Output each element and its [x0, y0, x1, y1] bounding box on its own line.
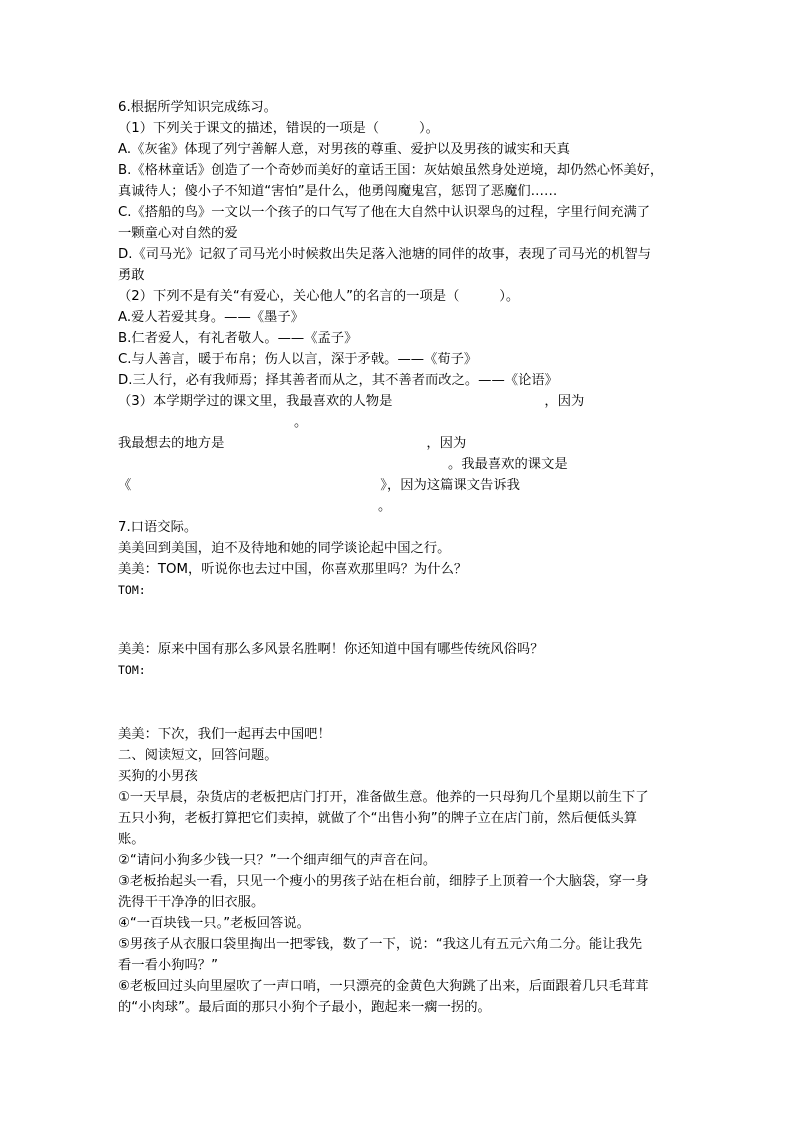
q6-part1-stem: （1）下列关于课文的描述，错误的一项是（ ）。 — [118, 121, 439, 136]
q6-part3-favorite-text-prompt: 。我最喜欢的课文是 — [448, 457, 568, 472]
q6-part3-favorite-character-prompt: （3）本学期学过的课文里，我最喜欢的人物是 — [118, 394, 393, 409]
q6-part1-option-b-line1: B.《格林童话》创造了一个奇妙而美好的童话王国：灰姑娘虽然身处逆境，却仍然心怀美好， — [118, 163, 664, 178]
paragraph-5-line1: ⑤男孩子从衣服口袋里掏出一把零钱，数了一下，说：“我这儿有五元六角二分。能让我先 — [118, 937, 643, 952]
paragraph-1-line3: 账。 — [118, 832, 145, 847]
q6-part2-option-c: C.与人善言，暖于布帛；伤人以言，深于矛戟。——《荀子》 — [118, 352, 478, 367]
q6-part1-option-a: A.《灰雀》体现了列宁善解人意，对男孩的尊重、爱护以及男孩的诚实和天真 — [118, 142, 570, 157]
paragraph-3-line2: 洗得干干净净的旧衣服。 — [118, 895, 265, 910]
q6-part3-favorite-place-prompt: 我最想去的地方是 — [118, 436, 225, 451]
q6-part1-option-b-line2: 真诚待人；傻小子不知道“害怕”是什么，他勇闯魔鬼宫，惩罚了恶魔们…… — [118, 184, 558, 199]
q6-part2-option-d: D.三人行，必有我师焉；择其善者而从之，其不善者而改之。——《论语》 — [118, 373, 558, 388]
q7-tom-line2: TOM: — [118, 663, 146, 677]
q7-tom-line1: TOM: — [118, 583, 146, 597]
paragraph-1-line2: 五只小狗，老板打算把它们卖掉，就做了个“出售小狗”的牌子立在店门前，然后便低头算 — [118, 811, 638, 826]
q6-part3-line2: 。 — [294, 415, 308, 430]
paragraph-6-line2: 的“小肉球”。最后面的那只小狗个子最小，跑起来一瘸一拐的。 — [118, 1000, 491, 1015]
section2-heading: 二、阅读短文，回答问题。 — [118, 748, 278, 763]
q6-part1-option-c-line2: 一颗童心对自然的爱 — [118, 226, 238, 241]
q6-part3-line1 — [118, 392, 584, 412]
q6-part3-text-lesson-prompt: 》，因为这篇课文告诉我 — [380, 478, 520, 493]
q6-part2-option-b: B.仁者爱人，有礼者敬人。——《孟子》 — [118, 331, 358, 346]
q6-part1-option-d-line2: 勇敢 — [118, 268, 145, 283]
paragraph-2: ②“请问小狗多少钱一只？”一个细声细气的声音在问。 — [118, 853, 437, 868]
paragraph-4: ④“一百块钱一只。”老板回答说。 — [118, 916, 310, 931]
q6-part3-title-open-bracket: 《 — [118, 478, 132, 493]
q7-meimei-line1: 美美：TOM，听说你也去过中国，你喜欢那里吗？为什么？ — [118, 562, 468, 577]
q7-meimei-line3: 美美：下次，我们一起再去中国吧！ — [118, 727, 331, 742]
paragraph-3-line1: ③老板抬起头一看，只见一个瘦小的男孩子站在柜台前，细脖子上顶着一个大脑袋，穿一身 — [118, 874, 649, 889]
q7-meimei-line2: 美美：原来中国有那么多风景名胜啊！你还知道中国有哪些传统风俗吗？ — [118, 642, 544, 657]
q6-part3-line5 — [118, 476, 520, 496]
q6-part3-line6: 。 — [378, 499, 392, 514]
q6-part1-option-d-line1: D.《司马光》记叙了司马光小时候救出失足落入池塘的同伴的故事，表现了司马光的机智与 — [118, 247, 652, 262]
story-title: 买狗的小男孩 — [118, 769, 198, 784]
q7-title: 7.口语交际。 — [118, 520, 198, 535]
q6-title: 6.根据所学知识完成练习。 — [118, 100, 277, 115]
paragraph-5-line2: 看一看小狗吗？” — [118, 958, 218, 973]
q6-part3-because-1: ，因为 — [544, 394, 585, 409]
q6-part3-line3 — [118, 434, 466, 454]
q6-part3-because-2: ，因为 — [426, 436, 467, 451]
q6-part2-stem: （2）下列不是有关“有爱心，关心他人”的名言的一项是（ ）。 — [118, 289, 520, 304]
q6-part1-option-c-line1: C.《搭船的鸟》一文以一个孩子的口气写了他在大自然中认识翠鸟的过程，字里行间充满了 — [118, 205, 651, 220]
q6-part2-option-a: A.爱人若爱其身。——《墨子》 — [118, 310, 304, 325]
paragraph-6-line1: ⑥老板回过头向里屋吹了一声口哨，一只漂亮的金黄色大狗跳了出来，后面跟着几只毛茸茸 — [118, 979, 649, 994]
paragraph-1-line1: ①一天早晨，杂货店的老板把店门打开，准备做生意。他养的一只母狗几个星期以前生下了 — [118, 790, 649, 805]
q7-intro: 美美回到美国，迫不及待地和她的同学谈论起中国之行。 — [118, 541, 451, 556]
